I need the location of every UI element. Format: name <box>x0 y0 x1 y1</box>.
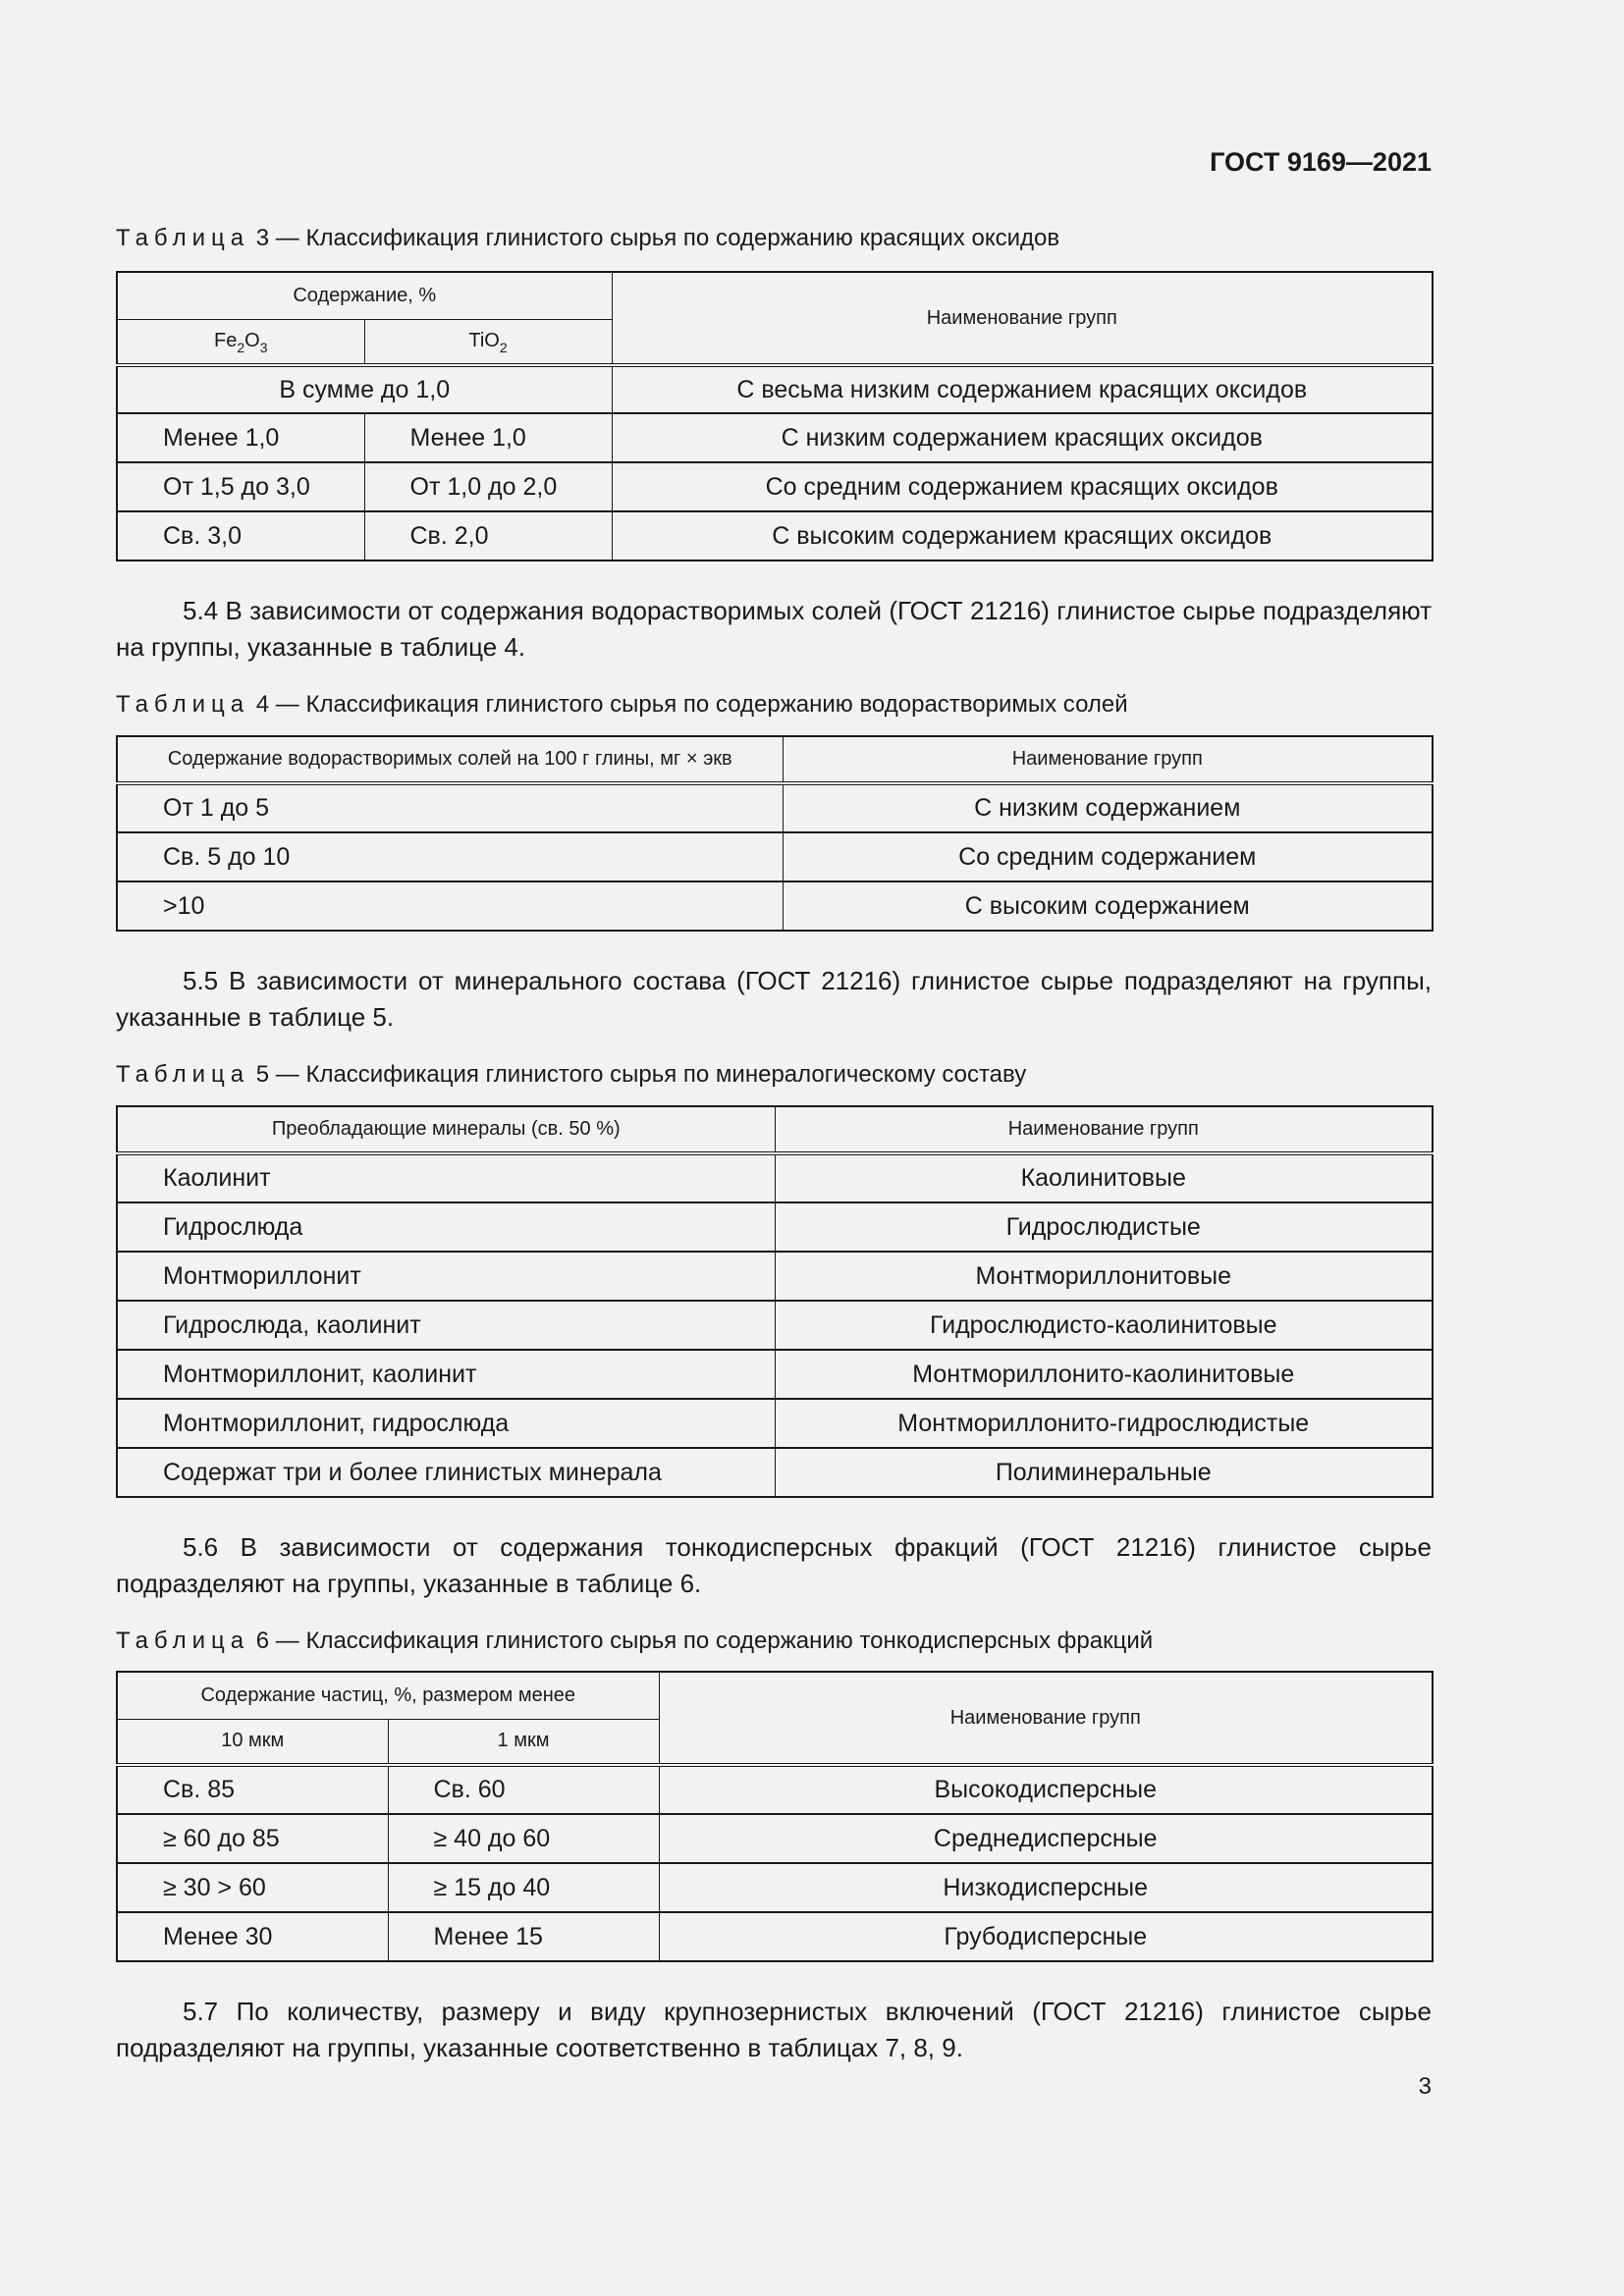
table5-cell-mineral: Содержат три и более глинистых минерала <box>117 1448 775 1497</box>
table5-cell-name: Монтмориллонито-каолинитовые <box>775 1350 1433 1399</box>
table6-caption-word: Таблица <box>116 1628 250 1654</box>
table5-cell-name: Гидрослюдисто-каолинитовые <box>775 1301 1433 1350</box>
table5-cell-name: Монтмориллонито-гидрослюдистые <box>775 1399 1433 1448</box>
table6-caption <box>116 1628 1153 1655</box>
table3-cell-ti: Св. 2,0 <box>364 511 612 561</box>
table6-cell-name: Грубодисперсные <box>659 1912 1433 1961</box>
page-number: 3 <box>1418 2073 1432 2100</box>
table-row <box>117 511 1433 561</box>
table3-cell-ti: Менее 1,0 <box>364 413 612 462</box>
table3 <box>116 271 1434 561</box>
table3-cell-sum: В сумме до 1,0 <box>117 365 612 413</box>
table6-cell-name: Среднедисперсные <box>659 1814 1433 1863</box>
paragraph-5-6: 5.6 В зависимости от содержания тонкодисперсных фракций (ГОСТ 21216) глинистое сырье подразделяют на группы, указанные в таблице 6. <box>116 1532 1432 1598</box>
table-row <box>117 1202 1433 1252</box>
table6-cell-10um: ≥ 60 до 85 <box>117 1814 388 1863</box>
table5-cell-mineral: Гидрослюда, каолинит <box>117 1301 775 1350</box>
table5 <box>116 1105 1434 1498</box>
table6-header-name: Наименование групп <box>659 1672 1433 1765</box>
table3-caption <box>116 225 1059 252</box>
table6-cell-name: Высокодисперсные <box>659 1765 1433 1814</box>
table5-cell-mineral: Монтмориллонит, гидрослюда <box>117 1399 775 1448</box>
table5-cell-name: Каолинитовые <box>775 1153 1433 1202</box>
table3-cell-fe: Менее 1,0 <box>117 413 364 462</box>
table3-cell-name: С весьма низким содержанием красящих оксидов <box>612 365 1433 413</box>
table6-cell-10um: Менее 30 <box>117 1912 388 1961</box>
table6-cell-1um: ≥ 40 до 60 <box>388 1814 659 1863</box>
table6-col-10um: 10 мкм <box>117 1719 388 1765</box>
table4-header-content: Содержание водорастворимых солей на 100 г глины, мг × экв <box>117 736 783 783</box>
table6 <box>116 1671 1434 1962</box>
table5-cell-name: Гидрослюдистые <box>775 1202 1433 1252</box>
table6-cell-1um: Св. 60 <box>388 1765 659 1814</box>
table-row <box>117 462 1433 511</box>
table4-cell-content: Св. 5 до 10 <box>117 832 783 881</box>
table6-cell-10um: ≥ 30 > 60 <box>117 1863 388 1912</box>
table6-cell-name: Низкодисперсные <box>659 1863 1433 1912</box>
table3-cell-name: С низким содержанием красящих оксидов <box>612 413 1433 462</box>
table-row <box>117 1399 1433 1448</box>
paragraph-5-5: 5.5 В зависимости от минерального состава (ГОСТ 21216) глинистое сырье подразделяют на группы, указанные в таблице 5. <box>116 966 1432 1032</box>
table4-cell-name: Со средним содержанием <box>783 832 1433 881</box>
table3-caption-text: 3 — Классификация глинистого сырья по содержанию красящих оксидов <box>255 225 1060 251</box>
table3-cell-ti: От 1,0 до 2,0 <box>364 462 612 511</box>
table-row <box>117 1301 1433 1350</box>
table-row <box>117 1863 1433 1912</box>
table3-cell-fe: Св. 3,0 <box>117 511 364 561</box>
table6-cell-10um: Св. 85 <box>117 1765 388 1814</box>
table6-caption-text: 6 — Классификация глинистого сырья по содержанию тонкодисперсных фракций <box>255 1628 1154 1654</box>
table5-cell-mineral: Монтмориллонит <box>117 1252 775 1301</box>
table5-header-name: Наименование групп <box>775 1106 1433 1153</box>
table4-caption-word: Таблица <box>116 691 250 718</box>
table3-header-name: Наименование групп <box>612 272 1433 365</box>
table-row <box>117 1912 1433 1961</box>
table-row <box>117 1814 1433 1863</box>
table6-header-group: Содержание частиц, %, размером менее <box>117 1672 659 1719</box>
table5-cell-name: Монтмориллонитовые <box>775 1252 1433 1301</box>
paragraph-5-7: 5.7 По количеству, размеру и виду крупнозернистых включений (ГОСТ 21216) глинистое сырье подразделяют на группы, указанные соответственно в таблицах 7, 8, 9. <box>116 1997 1432 2062</box>
table-row <box>117 413 1433 462</box>
table-row <box>117 881 1433 931</box>
table5-cell-name: Полиминеральные <box>775 1448 1433 1497</box>
table4-header-row <box>117 736 1433 783</box>
table5-caption <box>116 1061 1026 1089</box>
table3-header-group: Содержание, % <box>117 272 612 319</box>
table-row <box>117 1448 1433 1497</box>
table5-caption-word: Таблица <box>116 1061 250 1088</box>
table6-col-1um: 1 мкм <box>388 1719 659 1765</box>
table-row <box>117 1153 1433 1202</box>
table5-header-minerals: Преобладающие минералы (св. 50 %) <box>117 1106 775 1153</box>
table4-cell-name: С низким содержанием <box>783 783 1433 832</box>
table3-col-tio2: TiO$_2$ <box>364 319 612 365</box>
table3-col-fe2o3: $Fe_2O_3$ <box>117 319 364 365</box>
table-row <box>117 365 1433 413</box>
table-row <box>117 1765 1433 1814</box>
table6-cell-1um: ≥ 15 до 40 <box>388 1863 659 1912</box>
table3-cell-name: Со средним содержанием красящих оксидов <box>612 462 1433 511</box>
table6-header-row <box>117 1672 1433 1719</box>
table-row <box>117 1252 1433 1301</box>
table-row <box>117 1350 1433 1399</box>
table5-cell-mineral: Каолинит <box>117 1153 775 1202</box>
table4-caption-text: 4 — Классификация глинистого сырья по содержанию водорастворимых солей <box>255 691 1128 718</box>
table4-cell-content: От 1 до 5 <box>117 783 783 832</box>
paragraph-5-4: 5.4 В зависимости от содержания водорастворимых солей (ГОСТ 21216) глинистое сырье подразделяют на группы, указанные в таблице 4. <box>116 596 1432 662</box>
table3-header-row <box>117 272 1433 319</box>
table4-cell-name: С высоким содержанием <box>783 881 1433 931</box>
table4 <box>116 735 1434 932</box>
table-row <box>117 832 1433 881</box>
table-row <box>117 783 1433 832</box>
table5-cell-mineral: Монтмориллонит, каолинит <box>117 1350 775 1399</box>
table3-cell-name: С высоким содержанием красящих оксидов <box>612 511 1433 561</box>
table4-header-name: Наименование групп <box>783 736 1433 783</box>
table4-cell-content: >10 <box>117 881 783 931</box>
table5-cell-mineral: Гидрослюда <box>117 1202 775 1252</box>
table5-header-row <box>117 1106 1433 1153</box>
table3-caption-word: Таблица <box>116 225 250 251</box>
table4-caption <box>116 691 1128 719</box>
table5-caption-text: 5 — Классификация глинистого сырья по минералогическому составу <box>255 1061 1027 1088</box>
table6-cell-1um: Менее 15 <box>388 1912 659 1961</box>
table3-cell-fe: От 1,5 до 3,0 <box>117 462 364 511</box>
standard-number: ГОСТ 9169—2021 <box>1210 147 1432 177</box>
